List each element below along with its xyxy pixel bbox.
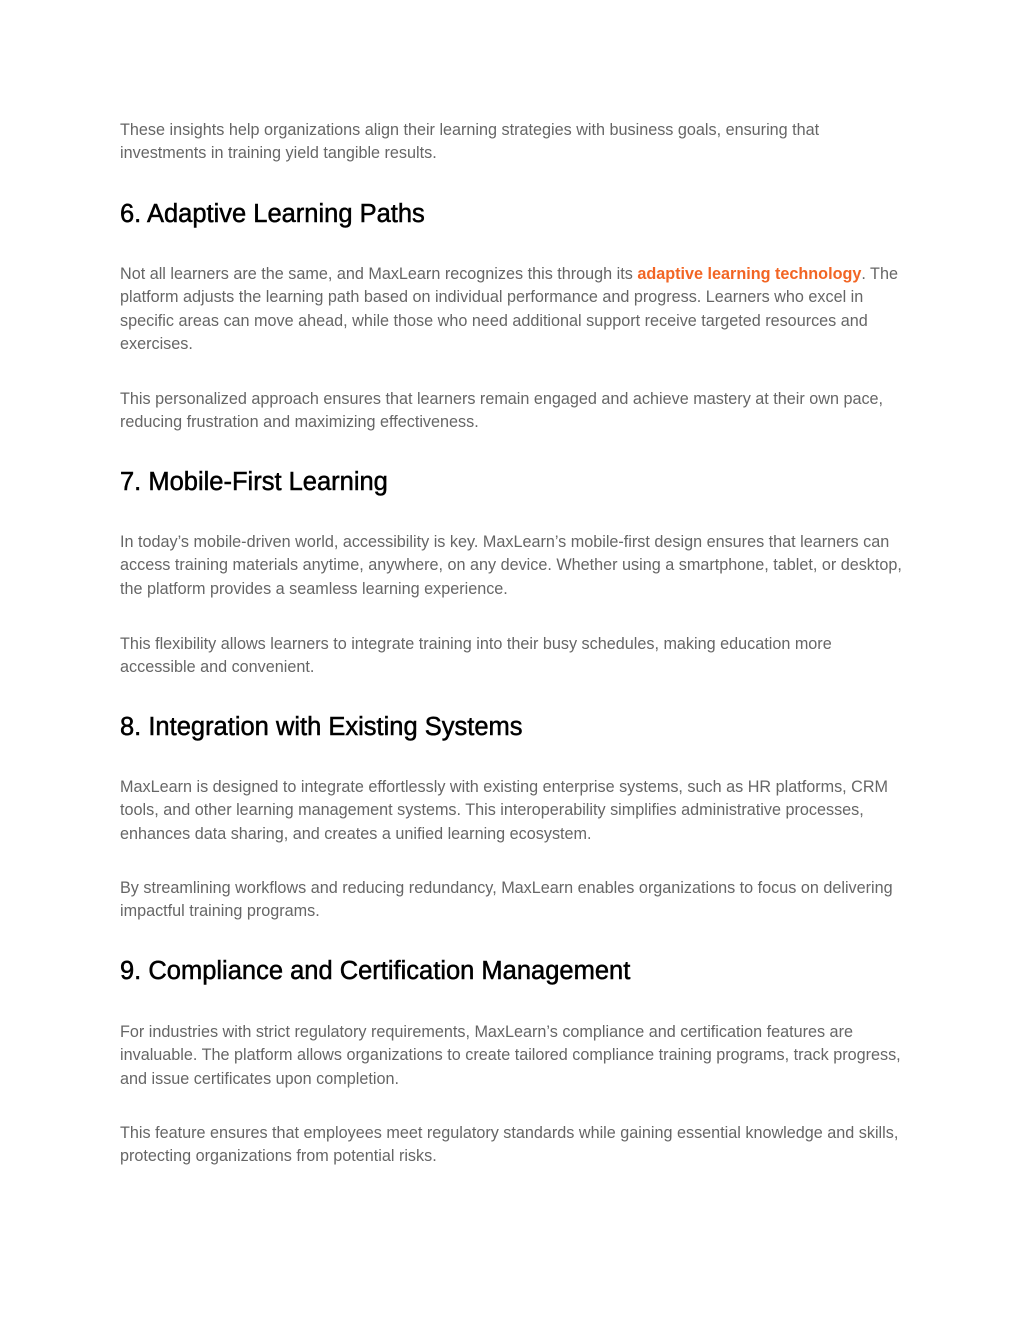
section-7-paragraph-2: This flexibility allows learners to integrate training into their busy schedules, making education more accessible and convenient. — [120, 635, 832, 677]
section-heading-integration: 8. Integration with Existing Systems — [120, 713, 523, 741]
section-heading-adaptive-learning: 6. Adaptive Learning Paths — [120, 200, 425, 228]
section-heading-compliance: 9. Compliance and Certification Management — [120, 957, 631, 985]
adaptive-learning-technology-link[interactable]: adaptive learning technology — [637, 265, 862, 283]
section-6-text-after-link: . The platform adjusts the learning path based on individual performance and progress. Learners who excel in specific areas can move ahead, while those who need additional support receive targeted resources and exercises. — [120, 265, 898, 353]
section-8-paragraph-1: MaxLearn is designed to integrate effortlessly with existing enterprise systems, such as HR platforms, CRM tools, and other learning management systems. This interoperability simplifies administrative processes, enhances data sharing, and creates a unified learning ecosystem. — [120, 778, 889, 843]
intro-paragraph: These insights help organizations align their learning strategies with business goals, ensuring that investments in training yield tangible results. — [120, 121, 820, 163]
section-6-paragraph-1 — [120, 263, 910, 356]
section-9-paragraph-1: For industries with strict regulatory requirements, MaxLearn’s compliance and certification features are invaluable. The platform allows organizations to create tailored compliance training programs, track progress, and issue certificates upon completion. — [120, 1023, 901, 1088]
section-8-paragraph-2: By streamlining workflows and reducing redundancy, MaxLearn enables organizations to focus on delivering impactful training programs. — [120, 879, 893, 921]
section-7-paragraph-1: In today’s mobile-driven world, accessibility is key. MaxLearn’s mobile-first design ensures that learners can access training materials anytime, anywhere, on any device. Whether using a smartphone, tablet, or desktop, the platform provides a seamless learning experience. — [120, 533, 902, 598]
section-heading-mobile-first: 7. Mobile-First Learning — [120, 468, 388, 496]
section-6-paragraph-2: This personalized approach ensures that learners remain engaged and achieve mastery at their own pace, reducing frustration and maximizing effectiveness. — [120, 390, 884, 432]
section-9-paragraph-2: This feature ensures that employees meet regulatory standards while gaining essential knowledge and skills, protecting organizations from potential risks. — [120, 1124, 899, 1166]
section-6-text-before-link: Not all learners are the same, and MaxLearn recognizes this through its — [120, 265, 638, 283]
